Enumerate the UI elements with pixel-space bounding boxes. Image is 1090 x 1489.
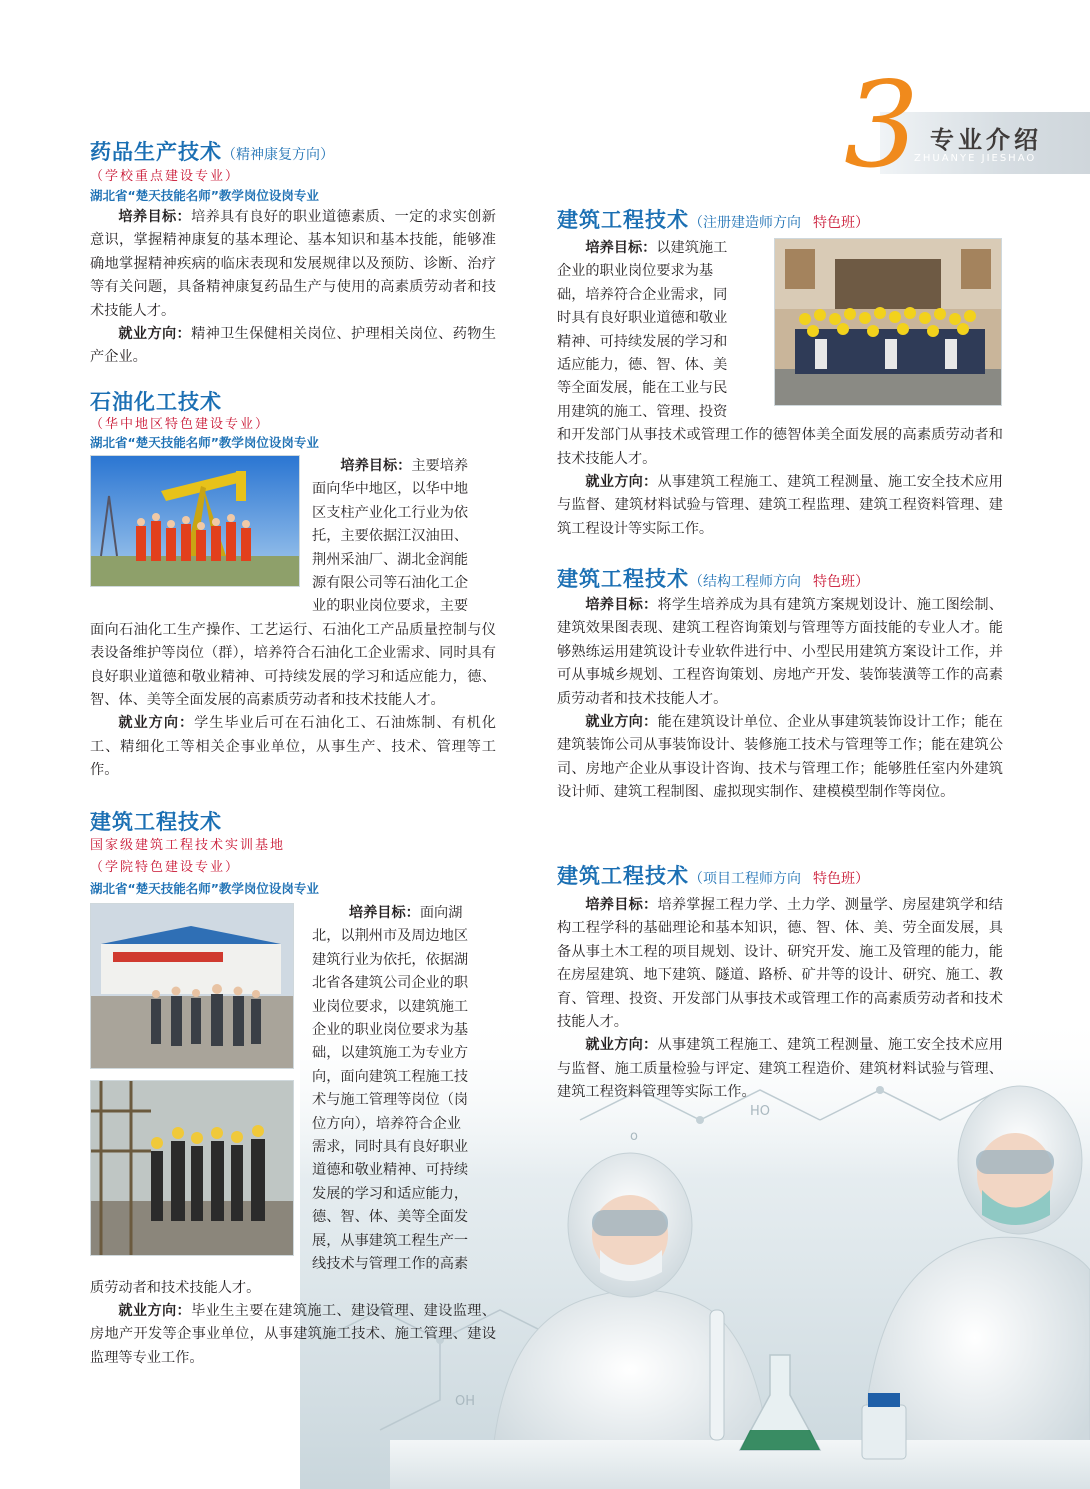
goal-side-line: 线技术与管理工作的高素 (312, 1256, 469, 1273)
formula-ho-1: HO (750, 1104, 771, 1119)
goal-side-line: 荆州采油厂、湖北金润能 (312, 551, 469, 568)
goal-label: 培养目标： (348, 905, 420, 921)
section-direction: （结构工程师方向 (689, 574, 801, 590)
goal-text-tail: 质劳动者和技术技能人才。 (90, 1279, 261, 1296)
section-heading-pharma (90, 136, 334, 166)
section-body-petrochem (90, 455, 496, 783)
section-tag-red-base: 国家级建筑工程技术实训基地 (90, 838, 286, 853)
section-title: 石油化工技术 (90, 390, 222, 414)
career-text: 从事建筑工程施工、建筑工程测量、施工安全技术应用与监督、建筑材料试验与管理、建筑工程监理、建筑工程资料管理、建筑工程设计等实际工作。 (557, 474, 1003, 537)
goal-side-line: 面向华中地区，以华中地 (312, 481, 469, 498)
career-label: 就业方向： (118, 1302, 192, 1319)
goal-text: 将学生培养成为具有建筑方案规划设计、施工图绘制、建筑效果图表现、建筑工程咨询策划与管理等方面技能的专业人才。能够熟练运用建筑设计专业软件进行中、小型民用建筑方案设计工作，并可从事城乡规划、工程咨询策划、房地产开发、装饰装潢等工作的高素质劳动者和技术技能人才。 (557, 597, 1003, 707)
section-subtitle-blue: 湖北省“楚天技能名师”教学岗位设岗专业 (90, 188, 319, 203)
goal-side-line: 需求，同时具有良好职业 (312, 1139, 469, 1156)
goal-side-line: 托，主要依据江汉油田、 (312, 528, 469, 545)
goal-side-line: 以建筑施工 (656, 240, 728, 256)
goal-side-line: 业的职业岗位要求，主要 (312, 598, 469, 615)
goal-label: 培养目标： (340, 458, 412, 474)
section-heading-construction (90, 806, 222, 836)
goal-side-line: 用建筑的施工、管理、投资 (557, 403, 728, 420)
goal-label: 培养目标： (118, 209, 192, 225)
section-subtitle-blue: 湖北省“楚天技能名师”教学岗位设岗专业 (90, 435, 319, 450)
goal-side-line: 础，培养符合企业需求，同 (557, 286, 728, 303)
goal-side-line: 发展的学习和适应能力， (312, 1185, 469, 1202)
career-text: 能在建筑设计单位、企业从事建筑装饰设计工作；能在建筑装饰公司从事装饰设计、装修施工技术与管理等工作；能在建筑公司、房地产企业从事设计咨询、技术与管理工作；能够胜任室内外建筑设计师、建筑工程制图、虚拟现实制作、建模模型制作等岗位。 (557, 714, 1003, 801)
goal-label: 培养目标： (585, 597, 658, 613)
section-body-structural (557, 594, 1003, 805)
goal-side-line: 企业的职业岗位要求为基 (557, 263, 714, 280)
formula-oh-2: OH (455, 1394, 476, 1409)
section-tag-red: （华中地区特色建设专业） (90, 417, 271, 432)
chapter-number: 3 (844, 56, 920, 194)
section-title: 建筑工程技术 (557, 864, 689, 888)
section-direction: （精神康复方向） (222, 147, 334, 163)
goal-text-full: 和开发部门从事技术或管理工作的德智体美全面发展的高素质劳动者和技术技能人才。 (557, 427, 1003, 467)
goal-side-line: 北，以荆州市及周边地区 (312, 928, 469, 945)
section-tag-red: （学校重点建设专业） (90, 169, 241, 184)
goal-side-line: 建筑行业为依托，依据湖 (312, 951, 469, 968)
section-heading-construction-project (557, 860, 869, 890)
career-label: 就业方向： (585, 1037, 658, 1054)
goal-side-line: 企业的职业岗位要求为基 (312, 1022, 469, 1039)
career-text: 精神卫生保健相关岗位、护理相关岗位、药物生产企业。 (90, 326, 496, 366)
section-feature-tag: 特色班） (813, 215, 869, 231)
goal-label: 培养目标： (585, 240, 657, 256)
goal-text: 培养掌握工程力学、土力学、测量学、房屋建筑学和结构工程学科的基础理论和基本知识，德、智、体、美、劳全面发展，具备从事土木工程的项目规划、设计、研究开发、施工及管理的能力，能在房屋建筑、地下建筑、隧道、路桥、矿井等的设计、研究、施工、教育、管理、投资、开发部门从事技术或管理工作的高素质劳动者和技术技能人才。 (557, 897, 1003, 1031)
section-feature-tag: 特色班） (813, 871, 869, 887)
career-label: 就业方向： (585, 714, 658, 731)
section-tag-red: （学院特色建设专业） (90, 860, 241, 875)
career-text: 从事建筑工程施工、建筑工程测量、施工安全技术应用与监督、施工质量检验与评定、建筑工程造价、建筑材料试验与管理、建筑工程资料管理等实际工作。 (557, 1037, 1003, 1101)
goal-side-line: 源有限公司等石油化工企 (312, 575, 469, 592)
goal-side-line: 业岗位要求，以建筑施工 (312, 998, 469, 1015)
goal-side-line: 位方向），培养符合企业 (312, 1115, 461, 1132)
section-heading-construction-structural (557, 563, 869, 593)
goal-side-line: 等全面发展，能在工业与民 (557, 380, 728, 397)
goal-side-line: 面向湖 (419, 905, 463, 921)
section-title: 建筑工程技术 (90, 810, 222, 834)
career-label: 就业方向： (585, 474, 658, 491)
goal-text-full: 面向石油化工生产操作、工艺运行、石油化工产品质量控制与仪表设备维护等岗位（群），培养符合石油化工企业需求、同时具有良好职业道德和敬业精神、可持续发展的学习和适应能力，德、智、体、美等全面发展的高素质劳动者和技术技能人才。 (90, 621, 496, 709)
section-title: 建筑工程技术 (557, 567, 689, 591)
section-heading-construction-builder (557, 204, 869, 234)
section-direction: （注册建造师方向 (689, 215, 801, 231)
goal-label: 培养目标： (585, 897, 658, 913)
formula-o: o (630, 1129, 638, 1144)
section-heading-petrochem (90, 386, 222, 416)
section-body-pharma (90, 206, 496, 370)
goal-side-line: 主要培养 (411, 458, 469, 474)
goal-side-line: 精神、可持续发展的学习和 (557, 333, 728, 350)
goal-side-line: 德、智、体、美等全面发 (312, 1209, 469, 1226)
goal-side-line: 道德和敬业精神、可持续 (312, 1162, 469, 1179)
goal-side-line: 北省各建筑公司企业的职 (312, 975, 469, 992)
chapter-title: 专业介绍 (930, 125, 1042, 154)
goal-side-line: 时具有良好职业道德和敬业 (557, 310, 728, 327)
goal-side-line: 区支柱产业化工行业为依 (312, 504, 469, 521)
chapter-title-pinyin: ZHUANYE JIESHAO (914, 153, 1037, 164)
career-text: 毕业生主要在建筑施工、建设管理、建设监理、房地产开发等企事业单位，从事建筑施工技术、施工管理、建设监理等专业工作。 (90, 1302, 496, 1366)
section-title: 药品生产技术 (90, 140, 222, 164)
goal-side-line: 向，面向建筑工程施工技 (312, 1068, 469, 1085)
section-direction: （项目工程师方向 (689, 871, 801, 887)
section-feature-tag: 特色班） (813, 574, 869, 590)
career-label: 就业方向： (118, 715, 195, 732)
section-subtitle-blue: 湖北省“楚天技能名师”教学岗位设岗专业 (90, 881, 319, 896)
section-body-builder (557, 237, 1003, 541)
career-text: 学生毕业后可在石油化工、石油炼制、有机化工、精细化工等相关企事业单位，从事生产、技术、管理等工作。 (90, 715, 496, 779)
section-body-construction (90, 902, 496, 1370)
section-body-project (557, 894, 1003, 1105)
goal-side-line: 展，从事建筑工程生产一 (312, 1232, 469, 1249)
goal-text: 培养具有良好的职业道德素质、一定的求实创新意识，掌握精神康复的基本理论、基本知识和基本技能，能够准确地掌握精神疾病的临床表现和发展规律以及预防、诊断、治疗等有关问题，具备精神康复药品生产与使用的高素质劳动者和技术技能人才。 (90, 209, 496, 319)
goal-side-line: 适应能力，德、智、体、美 (557, 357, 728, 374)
career-label: 就业方向： (118, 326, 192, 343)
goal-side-line: 础，以建筑施工为专业方 (312, 1045, 469, 1062)
section-title: 建筑工程技术 (557, 208, 689, 232)
goal-side-line: 术与施工管理等岗位（岗 (312, 1092, 469, 1109)
